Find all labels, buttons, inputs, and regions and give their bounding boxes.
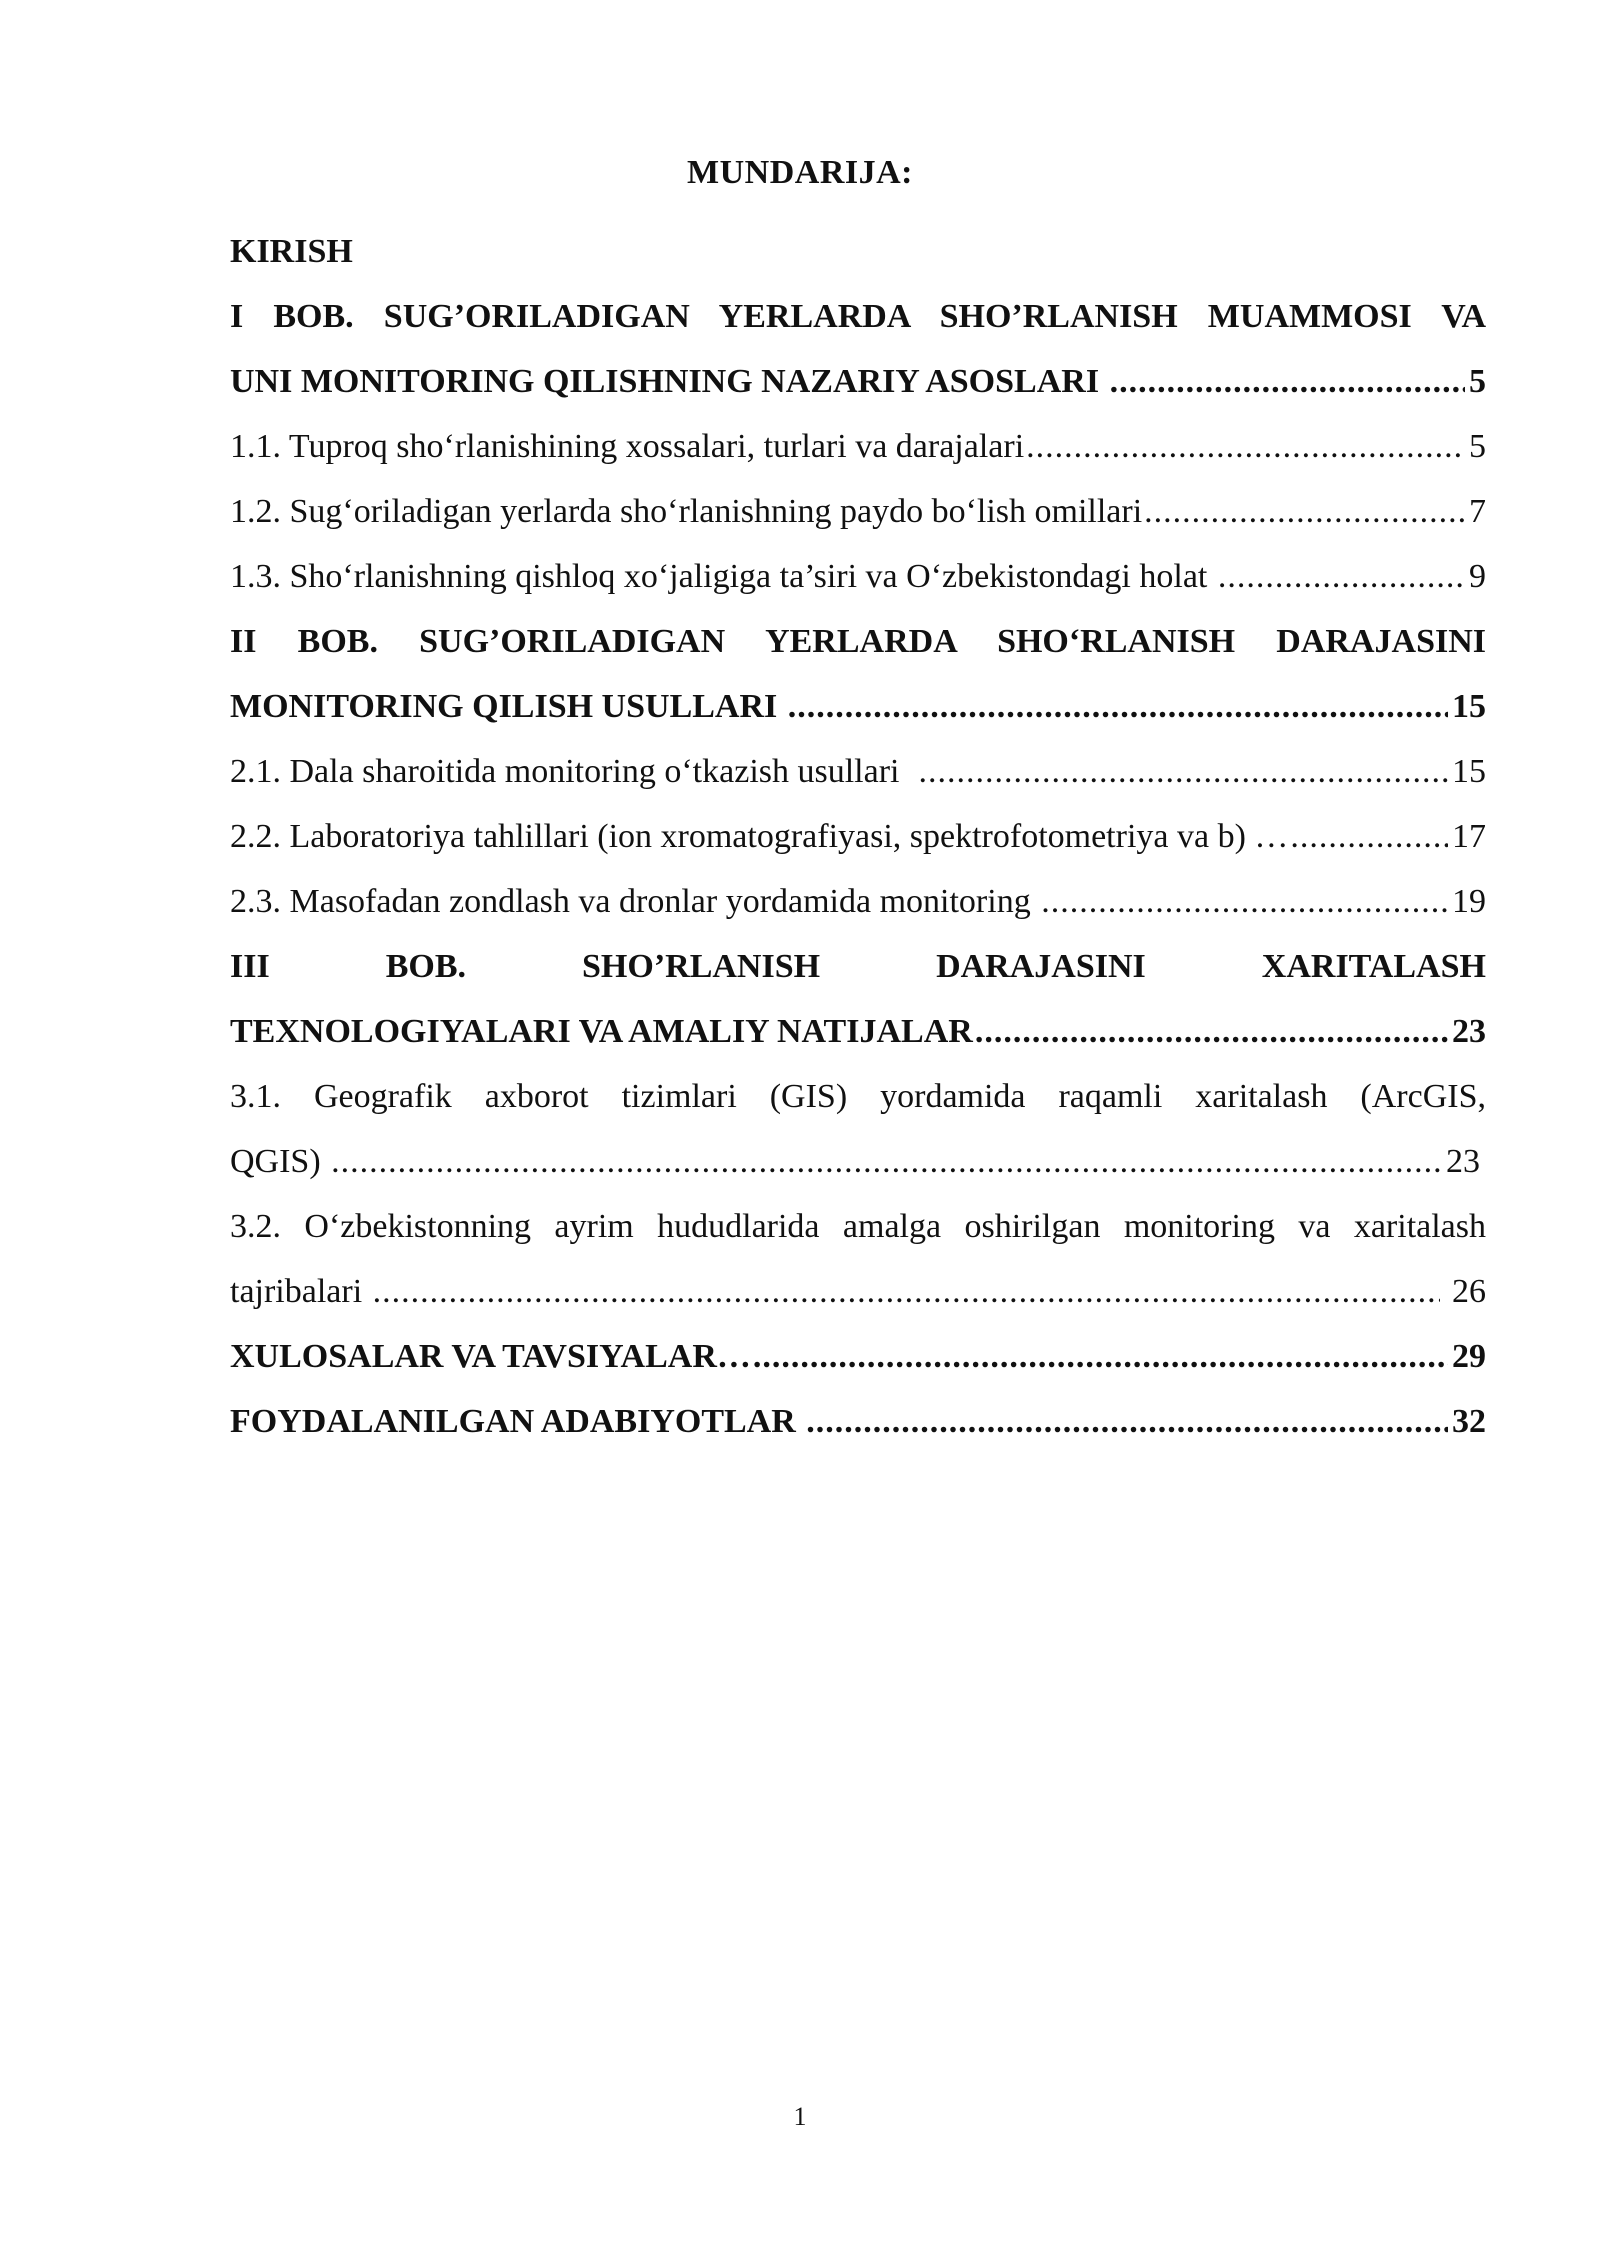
toc-entry-text: 1.1. Tuproq sho‘rlanishining xossalari, turlari va darajalari — [230, 428, 1025, 465]
toc-heading-word: SHO’RLANISH — [582, 948, 821, 985]
toc-page-number: 5 — [1469, 363, 1486, 400]
toc-page-number: 23 — [1446, 1143, 1480, 1180]
dot-leader — [1144, 479, 1465, 544]
dot-leader — [753, 1324, 1448, 1389]
dot-leader — [788, 674, 1448, 739]
toc-heading-word: DARAJASINI — [936, 948, 1146, 985]
toc-heading-word: XARITALASH — [1261, 948, 1486, 985]
toc-section-1-2 — [230, 479, 1486, 544]
toc-entry-text: 2.1. Dala sharoitida monitoring o‘tkazish usullari — [230, 753, 917, 790]
dot-leader — [1218, 544, 1465, 609]
dot-leader — [918, 739, 1448, 804]
toc-entry-text: FOYDALANILGAN ADABIYOTLAR — [230, 1403, 805, 1440]
toc-entry-text: 2.3. Masofadan zondlash va dronlar yordamida monitoring — [230, 883, 1040, 920]
toc-section-2-3 — [230, 869, 1486, 934]
table-of-contents — [230, 219, 1486, 1454]
toc-entry-text: 3.2. O‘zbekistonning ayrim hududlarida amalga oshirilgan monitoring va xaritalash — [230, 1208, 1486, 1245]
toc-section-3-1-line-2 — [230, 1129, 1480, 1194]
toc-chapter-2-heading-line-2 — [230, 674, 1486, 739]
toc-entry-references — [230, 1389, 1486, 1454]
toc-page-number: 7 — [1469, 493, 1486, 530]
toc-section-3-2-line-1 — [230, 1194, 1486, 1259]
dot-leader — [1110, 349, 1465, 414]
toc-chapter-1-heading-line-2 — [230, 349, 1486, 414]
dot-leader — [1290, 804, 1448, 869]
toc-entry-text: tajribalari — [230, 1273, 371, 1310]
toc-entry-text: 1.2. Sug‘oriladigan yerlarda sho‘rlanishning paydo bo‘lish omillari — [230, 493, 1143, 530]
toc-page-number: 19 — [1452, 883, 1486, 920]
toc-heading-word: BOB. — [385, 948, 467, 985]
toc-section-1-3 — [230, 544, 1486, 609]
toc-page-number: 23 — [1452, 1013, 1486, 1050]
toc-section-3-2-line-2 — [230, 1259, 1486, 1324]
toc-entry-text: 2.2. Laboratoriya tahlillari (ion xromatografiyasi, spektrofotometriya va b) … — [230, 818, 1289, 855]
toc-entry-text: 1.3. Sho‘rlanishning qishloq xo‘jaligiga ta’siri va O‘zbekistondagi holat — [230, 558, 1216, 595]
toc-chapter-2-heading-line-1 — [230, 609, 1486, 674]
toc-entry-text: XULOSALAR VA TAVSIYALAR… — [230, 1338, 751, 1375]
toc-entry-text: QGIS) — [230, 1143, 330, 1180]
toc-page-number: 15 — [1452, 753, 1486, 790]
toc-entry-text: MONITORING QILISH USULLARI — [230, 688, 786, 725]
dot-leader — [1026, 414, 1465, 479]
toc-section-2-1 — [230, 739, 1486, 804]
toc-heading-word: III — [230, 948, 270, 985]
toc-page-number: 15 — [1452, 688, 1486, 725]
dot-leader — [975, 999, 1448, 1064]
toc-section-3-1-line-1 — [230, 1064, 1486, 1129]
toc-chapter-3-heading-line-1 — [230, 934, 1486, 999]
toc-chapter-1-heading-line-1 — [230, 284, 1486, 349]
toc-title: MUNDARIJA: — [687, 154, 913, 191]
toc-section-2-2 — [230, 804, 1486, 869]
toc-entry-text: I BOB. SUG’ORILADIGAN YERLARDA SHO’RLANISH MUAMMOSI VA — [230, 298, 1486, 335]
toc-entry-text: UNI MONITORING QILISHNING NAZARIY ASOSLARI — [230, 363, 1108, 400]
toc-entry-text: II BOB. SUG’ORILADIGAN YERLARDA SHO‘RLANISH DARAJASINI — [230, 623, 1486, 660]
toc-entry-text: KIRISH — [230, 233, 353, 270]
toc-entry-conclusions — [230, 1324, 1486, 1389]
toc-page-number: 17 — [1452, 818, 1486, 855]
dot-leader — [1041, 869, 1448, 934]
toc-page-number: 9 — [1469, 558, 1486, 595]
toc-entry-text: TEXNOLOGIYALARI VA AMALIY NATIJALAR — [230, 1013, 973, 1050]
toc-page-number: 29 — [1452, 1338, 1486, 1375]
toc-entry-introduction — [230, 219, 1486, 284]
dot-leader — [806, 1389, 1448, 1454]
toc-page-number: 26 — [1443, 1273, 1486, 1310]
toc-page-number: 5 — [1469, 428, 1486, 465]
toc-page-number: 32 — [1452, 1403, 1486, 1440]
dot-leader — [373, 1259, 1440, 1324]
dot-leader — [331, 1129, 1442, 1194]
toc-chapter-3-heading-line-2 — [230, 999, 1486, 1064]
toc-entry-text: 3.1. Geografik axborot tizimlari (GIS) yordamida raqamli xaritalash (ArcGIS, — [230, 1078, 1486, 1115]
toc-section-1-1 — [230, 414, 1486, 479]
page-number: 1 — [793, 2102, 807, 2131]
